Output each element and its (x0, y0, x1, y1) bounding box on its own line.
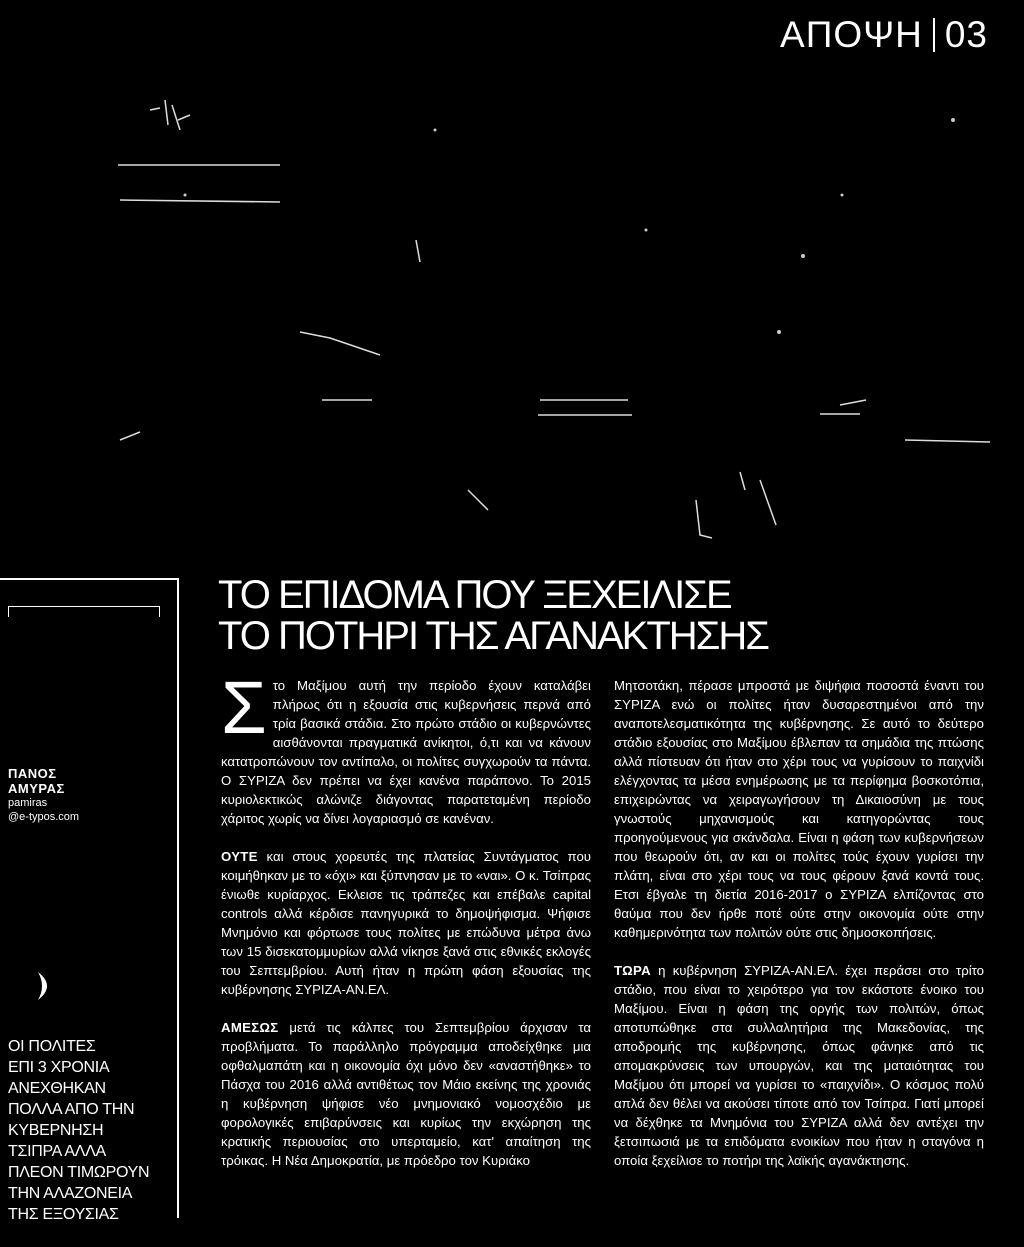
author-first-name: ΠΑΝΟΣ (8, 766, 57, 781)
author-box (8, 766, 79, 824)
author-last-name: ΑΜΥΡΑΣ (8, 781, 65, 796)
paragraph-1-text: το Μαξίμου αυτή την περίοδο έχουν καταλάβει πλήρως ότι η εξουσία στις κυβερνήσεις περνά από τρία βασικά στάδια. Στο πρώτο στάδιο οι κυβερνώντες αισθάνονται πραγματικά ανίκητοι, ό,τι και να κάνουν κατατροπώνουν τον αντίπαλο, οι πολίτες συγχωρούν τα πάντα. Ο ΣΥΡΙΖΑ δεν πρέπει να έχει κανένα παράπονο. Το 2015 κυριολεκτικώς αλώνιζε διάγοντας παρατεταμένη περίοδο χάριτος χωρίς να δίνει λογαριασμό σε κανέναν. (221, 678, 591, 826)
header-divider (933, 18, 935, 52)
author-handle: pamiras (8, 797, 48, 809)
drop-cap: Σ (221, 666, 267, 749)
page-number: 03 (944, 14, 988, 55)
pull-quote-line: ΠΛΕΟΝ ΤΙΜΩΡΟΥΝ (8, 1164, 150, 1181)
pull-quote (8, 1036, 173, 1225)
article-title (218, 575, 768, 657)
author-email: @e-typos.com (8, 811, 80, 823)
sidebar-vertical-rule (177, 578, 179, 1218)
section-header (780, 14, 988, 56)
paragraph-3-text: μετά τις κάλπες του Σεπτεμβρίου άρχισαν τα προβλήματα. Το παράλληλο πρόγραμμα αποδείχθηκε μια οφθαλμαπάτη και η οικονομία όχι μόνο δεν «αναστήθηκε» το Πάσχα του 2016 αλλά αντιθέτως τον Μάιο εκείνης της χρονιάς η κυβέρνηση ψήφισε νέο μνημονιακό νομοσχέδιο με φορολογικές επιβαρύνσεις και κυρίως την εκχώρηση της κρατικής περιουσίας στο υπερταμείο, κατ' απαίτηση της τρόικας. Η Νέα Δημοκρατία, με πρόεδρο τον Κυριάκο (221, 1020, 591, 1168)
pull-quote-line: ΚΥΒΕΡΝΗΣΗ (8, 1122, 104, 1139)
pull-quote-line: ΑΝΕΧΘΗΚΑΝ (8, 1080, 106, 1097)
title-line-1: ΤΟ ΕΠΙΔΟΜΑ ΠΟΥ ΞΕΧΕΙΛΙΣΕ (218, 573, 731, 617)
article-column-1 (221, 666, 591, 1170)
paragraph-4-lead: ΤΩΡΑ (614, 963, 651, 978)
paragraph-4-text: η κυβέρνηση ΣΥΡΙΖΑ-ΑΝ.ΕΛ. έχει περάσει στο τρίτο στάδιο, που είναι το χειρότερο για τον εκάστοτε ένοικο του Μαξίμου. Είναι η φάση της οργής των πολιτών, όπως αποτυπώθηκε στα συλλαλητήρια της Μακεδονίας, της αποδρομής της κυβέρνησης, όπως φάνηκε από τις απομακρύνσεις των υπουργών, και της ματαιότητας του Μαξίμου ότι μπορεί να γυρίσει το «παιχνίδι». Ο κόσμος πολύ απλά δεν θέλει να ακούσει τίποτε από τον Τσίπρα. Γιατί μπορεί να δέχθηκε τα Μνημόνια του ΣΥΡΙΖΑ αλλά δεν αντέχει την ξετσιπωσιά με τα επιδόματα ενοικίων που ήταν η σταγόνα η οποία ξεχείλισε το ποτήρι της λαϊκής αγανάκτησης. (614, 963, 984, 1168)
paragraph-2-text: και στους χορευτές της πλατείας Συντάγματος που κοιμήθηκαν με το «όχι» και ξύπνησαν με το «ναι». Ο κ. Τσίπρας ένιωθε κυρίαρχος. Εκλεισε τις τράπεζες και επέβαλε capital controls αλλά κέρδισε πανηγυρικά το δημοψήφισμα. Ψήφισε Μνημόνιο και φόρτωσε τους πολίτες με επώδυνα μέτρα άνω των 15 δισεκατομμυρίων αλλά νίκησε ξανά στις εθνικές εκλογές του Σεπτεμβρίου. Αυτή ήταν η πρώτη φάση εξουσίας της κυβέρνησης ΣΥΡΙΖΑ-ΑΝ.ΕΛ. (221, 849, 591, 997)
pull-quote-line: ΕΠΙ 3 ΧΡΟΝΙΑ (8, 1059, 110, 1076)
pull-quote-line: ΟΙ ΠΟΛΙΤΕΣ (8, 1038, 96, 1055)
paragraph-3-lead: ΑΜΕΣΩΣ (221, 1020, 279, 1035)
quote-icon (36, 970, 58, 1002)
paragraph-3 (221, 1018, 591, 1170)
paragraph-2-lead: ΟΥΤΕ (221, 849, 258, 864)
dark-photo-graphic (0, 70, 1024, 550)
pull-quote-line: ΤΗΝ ΑΛΑΖΟΝΕΙΑ (8, 1185, 133, 1202)
paragraph-3-continued (614, 676, 984, 942)
title-line-2: ΤΟ ΠΟΤΗΡΙ ΤΗΣ ΑΓΑΝΑΚΤΗΣΗΣ (218, 614, 769, 658)
sidebar-top-rule (0, 578, 178, 580)
article-photo (0, 70, 1024, 550)
sidebar-bracket (8, 606, 160, 617)
section-name: ΑΠΟΨΗ (780, 14, 923, 55)
sidebar (0, 578, 178, 1247)
article-column-2 (614, 676, 984, 1170)
pull-quote-line: ΤΗΣ ΕΞΟΥΣΙΑΣ (8, 1206, 119, 1223)
paragraph-1 (221, 666, 591, 828)
paragraph-3-cont-text: Μητσοτάκη, πέρασε μπροστά με διψήφια ποσοστά έναντι του ΣΥΡΙΖΑ ενώ οι πολίτες ήταν δυσαρεστημένοι από την αναποτελεσματικότητα της κυβέρνησης. Σε αυτό το δεύτερο στάδιο εξουσίας στο Μαξίμου έβλεπαν τα σημάδια της πτώσης αλλά πίστευαν ότι ήταν στο χέρι τους να γυρίσουν το παιχνίδι ελέγχοντας τα μέσα ενημέρωσης με τα περίφημα βοσκοτόπια, επιχειρώντας να χειραγωγήσουν τη Δικαιοσύνη με τους γνωστούς μηχανισμούς και κατηγορώντας τους προηγούμενους για σκάνδαλα. Είναι η φάση των κυβερνήσεων που θεωρούν ότι, αν και οι πολίτες τούς έχουν γυρίσει την πλάτη, είναι στο χέρι τους να τους φέρουν ξανά κοντά τους. Ετσι έβγαλε τη διετία 2016-2017 ο ΣΥΡΙΖΑ ελπίζοντας στο θαύμα που δεν ήρθε ποτέ ούτε στην οικονομία ούτε στην καθημερινότητα των πολιτών ούτε στις δημοσκοπήσεις. (614, 678, 984, 940)
paragraph-2 (221, 847, 591, 999)
pull-quote-line: ΠΟΛΛΑ ΑΠΟ ΤΗΝ (8, 1101, 135, 1118)
pull-quote-line: ΤΣΙΠΡΑ ΑΛΛΑ (8, 1143, 106, 1160)
paragraph-4 (614, 961, 984, 1170)
